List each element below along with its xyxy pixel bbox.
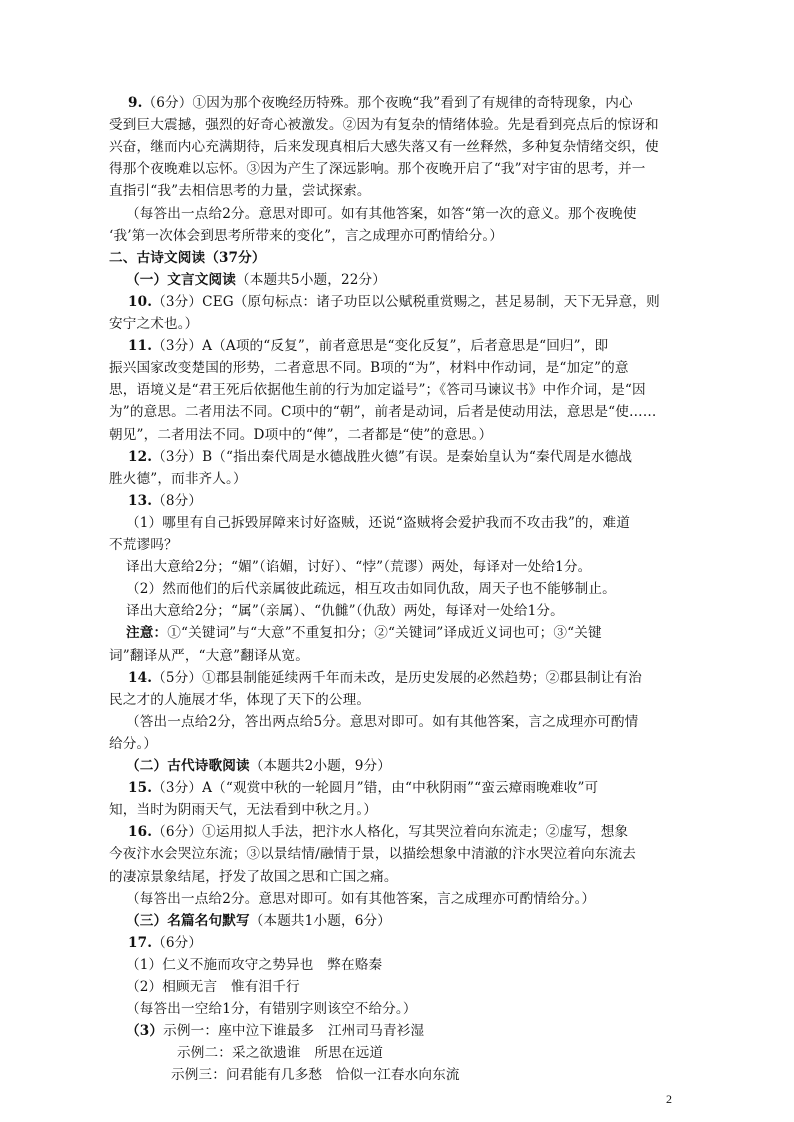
q10-line-2: 安宁之术也。）	[109, 316, 199, 332]
q10-line-1: 10.（3分）CEG（原句标点：诸子功臣以公赋税重赏赐之，甚足易制，天下无异意，则	[128, 293, 660, 310]
q17-example-2: 示例二：采之欲遗谁 所思在远道	[177, 1045, 384, 1062]
q14-line-2: 民之才的人施展才华，体现了天下的公理。	[109, 691, 371, 708]
q9-line-4: 得那个夜晚难以忘怀。③因为产生了深远影响。那个夜晚开启了“我”对宇宙的思考，并一	[109, 161, 646, 178]
question-number: 11.	[128, 338, 153, 355]
q13-line-2: （1）哪里有自己拆毁屏障来讨好盗贼，还说“盗贼将会爱护我而不攻击我”的，难道	[126, 514, 631, 531]
q16-line-3: 的凄凉景象结尾，抒发了故国之思和亡国之痛。	[109, 868, 398, 885]
q17-answer-1: （1）仁义不施而攻守之势异也 弊在赂秦	[126, 956, 383, 973]
q13-note-1: 注意：①“关键词”与“大意”不重复扣分；②“关键词”译成近义词也可；③“关键	[126, 625, 602, 642]
q11-line-4: 为”的意思。二者用法不同。C项中的“朝”，前者是动词，后者是使动用法，意思是“使……	[109, 404, 657, 421]
q11-line-1: 11.（3分）A（A项的“反复”，前者意思是“变化反复”，后者意思是“回归”，即	[128, 338, 609, 355]
question-number: 9.	[128, 95, 143, 111]
q17-line-1: 17.（6分）	[128, 934, 203, 951]
question-number: 17.	[128, 934, 153, 951]
q11-line-3: 思，语境义是“君王死后依据他生前的行为加定谥号”；《答司马谏议书》中作介词，是“因	[109, 382, 646, 399]
q16-line-1: 16.（6分）①运用拟人手法，把汴水人格化，写其哭泣着向东流走；②虚写，想象	[128, 824, 629, 841]
q16-line-2: 今夜汴水会哭泣东流；③以景结情/融情于景，以描绘想象中清澈的汴水哭泣着向东流去	[109, 846, 636, 863]
q9-note-1: （每答出一点给2分。意思对即可。如有其他答案，如答“第一次的意义。那个夜晚使	[126, 205, 637, 222]
q16-note: （每答出一点给2分。意思对即可。如有其他答案，言之成理亦可酌情给分。）	[126, 890, 596, 907]
q9-line-1: 9.（6分）①因为那个夜晚经历特殊。那个夜晚“我”看到了有规律的奇特现象，内心	[128, 95, 633, 111]
q9-note-2: ‘我’第一次体会到思考所带来的变化”，言之成理亦可酌情给分。）	[109, 227, 504, 244]
subsection-heading-3: （三）名篇名句默写（本题共1小题，6分）	[126, 912, 391, 929]
question-number: 16.	[128, 824, 153, 841]
q13-note-2: 词”翻译从严，“大意”翻译从宽。	[109, 647, 309, 664]
q9-line-3: 兴奋，继而内心充满期待，后来发现真相后大感失落又有一丝释然，多种复杂情绪交织，使	[109, 139, 659, 156]
q9-line-5: 直指引“我”去相信思考的力量，尝试探索。	[109, 183, 371, 200]
q17-answer-3: （3）示例一：座中泣下谁最多 江州司马青衫湿	[126, 1023, 425, 1040]
q17-note: （每答出一空给1分，有错别字则该空不给分。）	[126, 1001, 417, 1018]
q9-line-2: 受到巨大震撼，强烈的好奇心被激发。②因为有复杂的情绪体验。先是看到亮点后的惊讶和	[109, 117, 659, 134]
q14-note-2: 给分。）	[109, 735, 158, 752]
q15-line-2: 知，当时为阴雨天气，无法看到中秋之月。）	[109, 802, 378, 819]
q13-line-6: 译出大意给2分；“属”（亲属）、“仇雠”（仇敌）两处，每译对一处给1分。	[126, 603, 564, 620]
q13-line-5: （2）然而他们的后代亲属彼此疏远，相互攻击如同仇敌，周天子也不能够制止。	[126, 581, 616, 598]
section-heading-2: 二、古诗文阅读（37分）	[109, 249, 266, 266]
question-number: 15.	[128, 780, 153, 797]
page-number: 2	[666, 1091, 672, 1106]
q17-example-3: 示例三：问君能有几多愁 恰似一江春水向东流	[171, 1067, 460, 1084]
q13-line-4: 译出大意给2分；“媚”（谄媚，讨好）、“悖”（荒谬）两处，每译对一处给1分。	[126, 559, 592, 576]
question-number: 14.	[128, 669, 153, 686]
q12-line-1: 12.（3分）B（“指出秦代周是水德战胜火德”有误。是秦始皇认为“秦代周是水德战	[128, 448, 633, 465]
q12-line-2: 胜火德”，而非齐人。）	[109, 470, 247, 487]
q11-line-2: 振兴国家改变楚国的形势，二者意思不同。B项的“为”，材料中作动词，是“加定”的意	[109, 360, 629, 377]
q13-line-3: 不荒谬吗？	[109, 537, 178, 553]
subsection-heading-2: （二）古代诗歌阅读（本题共2小题，9分）	[126, 758, 391, 774]
q15-line-1: 15.（3分）A（“观赏中秋的一轮圆月”错，由“中秋阴雨”“蛮云瘴雨晚难收”可	[128, 780, 599, 797]
question-number: 12.	[128, 448, 153, 465]
question-number: 10.	[128, 293, 153, 310]
q11-line-5: 朝见”，二者用法不同。D项中的“俾”，二者都是“使”的意思。）	[109, 426, 493, 443]
q13-line-1: 13.（8分）	[128, 492, 203, 509]
subsection-heading-1: （一）文言文阅读（本题共5小题，22分）	[126, 271, 387, 288]
question-number: 13.	[128, 492, 153, 509]
q14-line-1: 14.（5分）①郡县制能延续两千年而未改，是历史发展的必然趋势；②郡县制让有治	[128, 669, 642, 686]
q17-answer-2: （2）相顾无言 惟有泪千行	[126, 979, 300, 995]
q14-note-1: （答出一点给2分，答出两点给5分。意思对即可。如有其他答案，言之成理亦可酌情	[126, 713, 639, 730]
